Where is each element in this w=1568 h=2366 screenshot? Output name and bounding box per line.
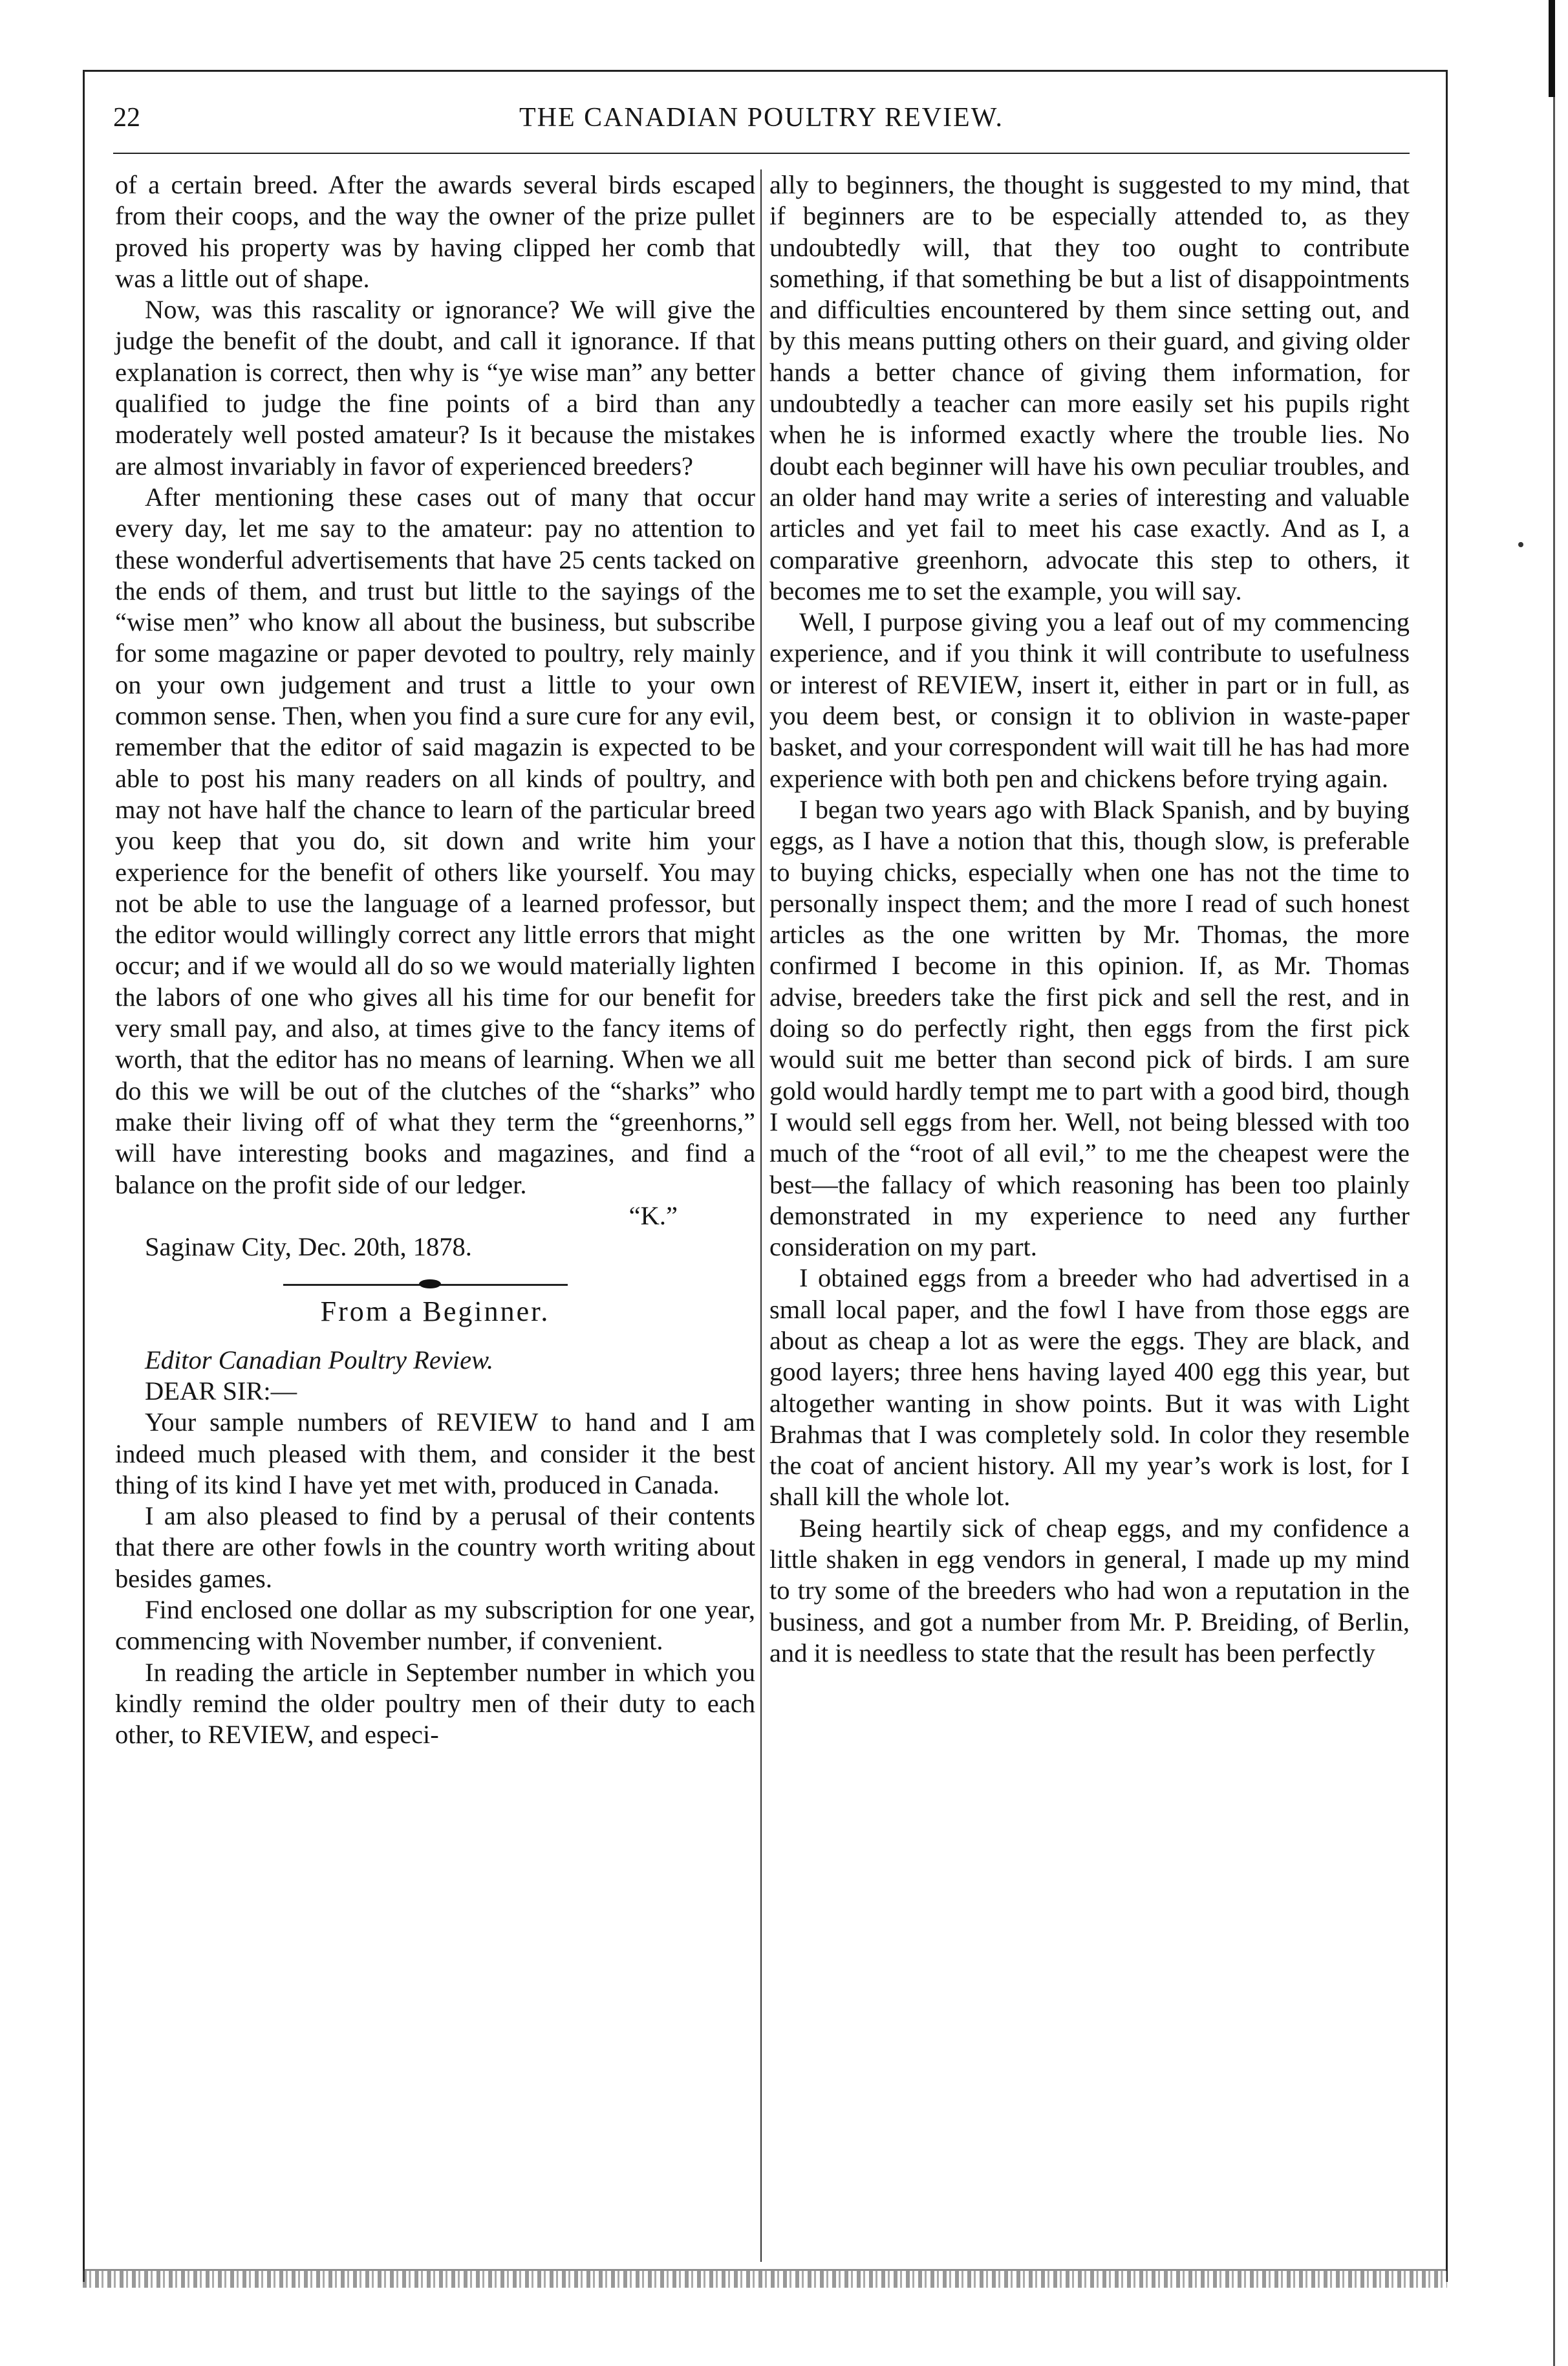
page-frame-right [1446, 70, 1448, 2282]
page-number: 22 [113, 103, 140, 133]
page-frame-left [83, 70, 85, 2282]
page-bottom-edge [83, 2269, 1447, 2288]
divider-knot [419, 1279, 441, 1288]
section-title: From a Beginner. [320, 1296, 550, 1328]
column-divider [760, 169, 762, 2262]
letter-paragraph: Being heartily sick of cheap eggs, and my confidence a little shaken in egg vendors in general, I made up my mind to try some of the breeders who had won a reputation in the business, and got a number from Mr. P. Breiding, of Berlin, and it is needless to state that the result has been perfectly [769, 1513, 1410, 1667]
dear-sir: DEAR SIR:— [145, 1376, 297, 1405]
letter-paragraph: I obtained eggs from a breeder who had advertised in a small local paper, and the fowl I have from those eggs are about as cheap a lot as were the eggs. They are black, and good layers; three hens having layed 400 egg this year, but altogether wanting in show points. But it was with Light Brahmas that I was completely sold. In color they resemble the coat of ancient history. All my year’s work is lost, for I shall kill the whole lot. [769, 1263, 1410, 1512]
article-paragraph: Now, was this rascality or ignorance? We will give the judge the benefit of the doubt, and call it ignorance. If that explanation is correct, then why is “ye wise man” any better qualified to judge the fine points of a bird than any moderately well posted amateur? Is it because the mistakes are almost invariably in favor of experienced breeders? [115, 295, 755, 481]
letter-paragraph: Your sample numbers of REVIEW to hand and I am indeed much pleased with them, and consider it the best thing of its kind I have yet met with, produced in Canada. [115, 1407, 755, 1499]
signature: “K.” [628, 1200, 678, 1230]
section-divider-ornament [115, 1277, 755, 1292]
page-header [113, 102, 1410, 141]
running-head: THE CANADIAN POULTRY REVIEW. [519, 103, 1004, 133]
letter-paragraph: Find enclosed one dollar as my subscription for one year, commencing with November number, if convenient. [115, 1595, 755, 1656]
editor-salutation: Editor Canadian Poultry Review. [145, 1345, 494, 1374]
header-rule [113, 153, 1410, 154]
right-column [769, 169, 1410, 2255]
ink-speck [1518, 542, 1523, 547]
article-paragraph: After mentioning these cases out of many that occur every day, let me say to the amateur: pay no attention to these wonderful advertisements that have 25 cents tacked on the ends of them, and trust but little to the sayings of the “wise men” who know all about the business, but subscribe for some magazine or paper devoted to poultry, rely mainly on your own judgement and trust a little to your own common sense. Then, when you find a sure cure for any evil, remember that the editor of said magazin is expected to be able to post his many readers on all kinds of poultry, and may not have half the chance to learn of the particular breed you keep that you do, sit down and write him your experience for the benefit of others like yourself. You may not be able to use the language of a learned professor, but the editor would willingly correct any little errors that might occur; and if we would all do so we would materially lighten the labors of one who gives all his time for our benefit for very small pay, and also, at times give to the fancy items of worth, that the editor has no means of learning. When we all do this we will be out of the clutches of the “sharks” who make their living off of what they term the “greenhorns,” will have interesting books and magazines, and find a balance on the profit side of our ledger. [115, 482, 755, 1199]
left-column [115, 169, 755, 2255]
page-frame-top [83, 70, 1447, 72]
letter-paragraph: I am also pleased to find by a perusal of their contents that there are other fowls in the country worth writing about besides games. [115, 1501, 755, 1593]
letter-paragraph: In reading the article in September number in which you kindly remind the older poultry men of their duty to each other, to REVIEW, and especi- [115, 1657, 755, 1750]
scan-edge-mark [1549, 0, 1555, 97]
letter-paragraph: I began two years ago with Black Spanish, and by buying eggs, as I have a notion that this, though slow, is preferable to buying chicks, especially when one has not the time to personally inspect them; and the more I read of such honest articles as the one written by Mr. Thomas, the more confirmed I become in this opinion. If, as Mr. Thomas advise, breeders take the first pick and sell the rest, and in doing so do perfectly right, then eggs from the first pick would suit me better than second pick of birds. I am sure gold would hardly tempt me to part with a good bird, though I would sell eggs from her. Well, not being blessed with too much of the “root of all evil,” to me the cheapest were the best—the fallacy of which reasoning has been too plainly demonstrated in my experience to need any further consideration on my part. [769, 794, 1410, 1262]
scan-edge-line [1553, 97, 1555, 2366]
letter-paragraph: Well, I purpose giving you a leaf out of my commencing experience, and if you think it will contribute to usefulness or interest of REVIEW, insert it, either in part or in full, as you deem best, or consign it to oblivion in waste-paper basket, and your correspondent will wait till he has had more experience with both pen and chickens before trying again. [769, 607, 1410, 793]
letter-paragraph: ally to beginners, the thought is suggested to my mind, that if beginners are to be especially attended to, as they undoubtedly will, that they too ought to contribute something, if that something be but a list of disappointments and difficulties encountered by them since setting out, and by this means putting others on their guard, and giving older hands a better chance of giving them information, for undoubtedly a teacher can more easily set his pupils right when he is informed exactly where the trouble lies. No doubt each beginner will have his own peculiar troubles, and an older hand may write a series of interesting and valuable articles and yet fail to meet his case exactly. And as I, a comparative greenhorn, advocate this step to others, it becomes me to set the example, you will say. [769, 170, 1410, 605]
article-paragraph: of a certain breed. After the awards several birds escaped from their coops, and the way the owner of the prize pullet proved his property was by having clipped her comb that was a little out of shape. [115, 170, 755, 293]
dateline: Saginaw City, Dec. 20th, 1878. [145, 1232, 472, 1262]
